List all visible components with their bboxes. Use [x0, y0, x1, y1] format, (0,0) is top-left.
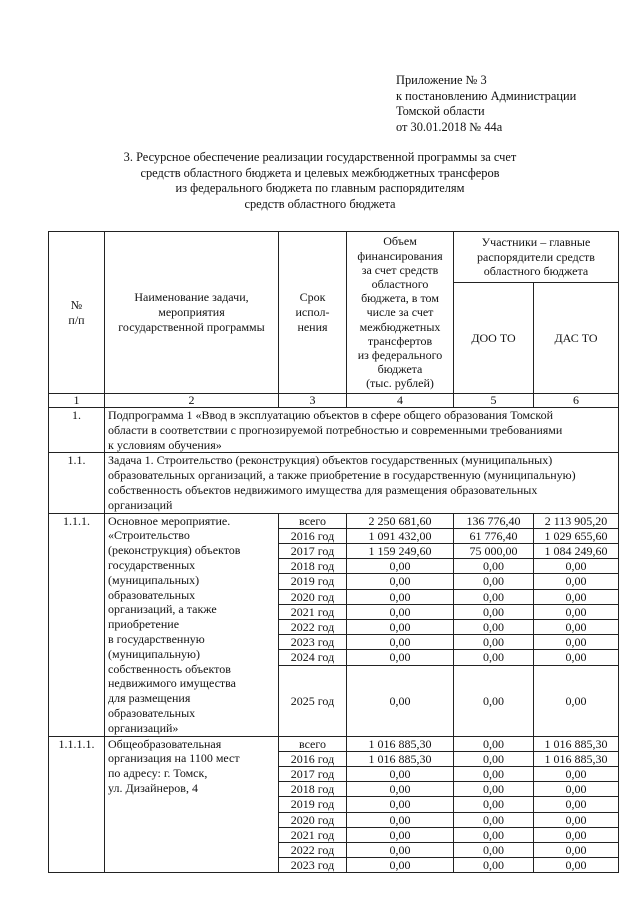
- term-cell: 2018 год: [279, 559, 347, 574]
- column-number: 4: [347, 394, 454, 408]
- subprogram-row-line: к условиям обучения»: [108, 437, 222, 452]
- object-number: 1.1.1.1.: [49, 736, 105, 873]
- document-title: [60, 150, 580, 212]
- subprogram-row-number: 1.: [49, 408, 105, 453]
- measure-description-line: (муниципальную): [108, 646, 200, 661]
- task-row-number: 1.1.: [49, 453, 105, 513]
- column-number: 3: [279, 394, 347, 408]
- total-cell: 0,00: [347, 589, 454, 604]
- term-cell: 2016 год: [279, 528, 347, 543]
- das-cell: 1 029 655,60: [534, 528, 619, 543]
- header-volume-line: Объем: [383, 234, 417, 249]
- total-cell: 1 016 885,30: [347, 736, 454, 751]
- term-cell: 2019 год: [279, 797, 347, 812]
- resource-table: [48, 231, 619, 873]
- das-cell: 0,00: [534, 635, 619, 650]
- term-cell: 2025 год: [279, 665, 347, 736]
- term-cell: 2024 год: [279, 650, 347, 665]
- total-cell: 0,00: [347, 574, 454, 589]
- das-cell: 0,00: [534, 767, 619, 782]
- header-term-line: Срок: [299, 290, 326, 305]
- total-cell: 0,00: [347, 843, 454, 858]
- total-cell: 0,00: [347, 782, 454, 797]
- doo-cell: 61 776,40: [454, 528, 534, 543]
- doo-cell: 0,00: [454, 843, 534, 858]
- header-name: [105, 232, 279, 394]
- term-cell: 2016 год: [279, 751, 347, 766]
- column-number: 6: [534, 394, 619, 408]
- das-cell: 1 084 249,60: [534, 543, 619, 558]
- total-cell: 0,00: [347, 635, 454, 650]
- measure-description-line: недвижимого имущества: [108, 676, 236, 691]
- task-row-text: [105, 453, 619, 513]
- measure-description-line: приобретение: [108, 617, 180, 632]
- header-term-line: испол-: [295, 305, 330, 320]
- task-row: [49, 453, 619, 513]
- header-participants: [454, 232, 619, 283]
- appendix-line: к постановлению Администрации: [396, 88, 577, 103]
- header-volume-line: бюджета, в том: [361, 291, 439, 306]
- measure-description-line: организаций»: [108, 720, 179, 735]
- doo-cell: 0,00: [454, 736, 534, 751]
- measure-description-line: для размещения: [108, 691, 191, 706]
- das-cell: 0,00: [534, 589, 619, 604]
- das-cell: 1 016 885,30: [534, 751, 619, 766]
- measure-description-line: собственность объектов: [108, 661, 231, 676]
- measure-description-line: организаций, а также: [108, 602, 217, 617]
- das-cell: 1 016 885,30: [534, 736, 619, 751]
- appendix-line: Приложение № 3: [396, 73, 487, 87]
- header-volume-line: межбюджетных: [359, 319, 441, 334]
- appendix-block: [396, 73, 576, 135]
- total-cell: 0,00: [347, 858, 454, 873]
- header-term: [279, 232, 347, 394]
- header-num: [49, 232, 105, 394]
- term-cell: 2021 год: [279, 604, 347, 619]
- doo-cell: 0,00: [454, 797, 534, 812]
- doo-cell: 0,00: [454, 650, 534, 665]
- header-volume: [347, 232, 454, 394]
- term-cell: 2021 год: [279, 827, 347, 842]
- appendix-line: от 30.01.2018 № 44а: [396, 119, 503, 134]
- doo-cell: 0,00: [454, 635, 534, 650]
- measure-description-line: государственных: [108, 557, 196, 572]
- term-cell: 2017 год: [279, 767, 347, 782]
- subprogram-row-line: области в соответствии с прогнозируемой потребностью и современными требованиями: [108, 422, 563, 437]
- total-cell: 1 091 432,00: [347, 528, 454, 543]
- header-volume-line: областного: [371, 276, 429, 291]
- title-line: 3. Ресурсное обеспечение реализации государственной программы за счет: [123, 150, 517, 164]
- header-term-line: нения: [297, 319, 328, 334]
- measure-row: [49, 513, 619, 528]
- das-cell: 0,00: [534, 797, 619, 812]
- doo-cell: 0,00: [454, 574, 534, 589]
- total-cell: 0,00: [347, 767, 454, 782]
- header-doo: ДОО ТО: [454, 283, 534, 394]
- das-cell: 0,00: [534, 827, 619, 842]
- appendix-line: Томской области: [396, 104, 485, 119]
- header-num-line: п/п: [68, 312, 85, 327]
- object-description-line: по адресу: г. Томск,: [108, 766, 208, 781]
- das-cell: 0,00: [534, 812, 619, 827]
- term-cell: 2019 год: [279, 574, 347, 589]
- measure-description: [105, 513, 279, 736]
- das-cell: 0,00: [534, 843, 619, 858]
- task-row-line: собственность объектов недвижимого имущества для размещения образовательных: [108, 482, 538, 497]
- header-name-line: мероприятия: [158, 305, 225, 320]
- das-cell: 0,00: [534, 650, 619, 665]
- das-cell: 0,00: [534, 574, 619, 589]
- header-volume-line: числе за счет: [366, 305, 434, 320]
- doo-cell: 0,00: [454, 782, 534, 797]
- doo-cell: 0,00: [454, 767, 534, 782]
- header-row: [49, 232, 619, 283]
- total-cell: 0,00: [347, 827, 454, 842]
- measure-description-line: «Строительство: [108, 528, 190, 543]
- subprogram-row-text: [105, 408, 619, 453]
- header-das: ДАС ТО: [534, 283, 619, 394]
- das-cell: 2 113 905,20: [534, 513, 619, 528]
- doo-cell: 0,00: [454, 604, 534, 619]
- header-participants-line: Участники – главные: [481, 234, 591, 249]
- header-num-line: №: [70, 297, 83, 312]
- term-cell: 2022 год: [279, 620, 347, 635]
- measure-description-line: образовательных: [108, 587, 196, 602]
- doo-cell: 0,00: [454, 559, 534, 574]
- title-line: средств областного бюджета: [244, 196, 396, 211]
- term-cell: 2022 год: [279, 843, 347, 858]
- das-cell: 0,00: [534, 604, 619, 619]
- doo-cell: 0,00: [454, 827, 534, 842]
- term-cell: всего: [279, 513, 347, 528]
- object-row: [49, 736, 619, 751]
- das-cell: 0,00: [534, 858, 619, 873]
- total-cell: 0,00: [347, 665, 454, 736]
- doo-cell: 0,00: [454, 665, 534, 736]
- header-volume-line: трансфертов: [367, 333, 433, 348]
- measure-description-line: (муниципальных): [108, 572, 200, 587]
- column-number: 2: [105, 394, 279, 408]
- doo-cell: 0,00: [454, 751, 534, 766]
- header-participants-line: областного бюджета: [483, 264, 589, 279]
- header-volume-line: финансирования: [357, 248, 443, 263]
- object-description-line: ул. Дизайнеров, 4: [108, 781, 198, 795]
- task-row-line: Задача 1. Строительство (реконструкция) объектов государственных (муниципальных): [108, 453, 553, 468]
- doo-cell: 75 000,00: [454, 543, 534, 558]
- header-name-line: Наименование задачи,: [134, 290, 249, 305]
- term-cell: 2017 год: [279, 543, 347, 558]
- total-cell: 0,00: [347, 559, 454, 574]
- das-cell: 0,00: [534, 665, 619, 736]
- measure-description-line: образовательных: [108, 705, 196, 720]
- column-number-row: [49, 394, 619, 408]
- total-cell: 1 159 249,60: [347, 543, 454, 558]
- doo-cell: 0,00: [454, 858, 534, 873]
- measure-number: 1.1.1.: [49, 513, 105, 736]
- total-cell: 0,00: [347, 620, 454, 635]
- total-cell: 2 250 681,60: [347, 513, 454, 528]
- title-line: из федерального бюджета по главным распорядителям: [175, 181, 465, 196]
- header-volume-line: за счет средств: [361, 262, 439, 277]
- object-description-line: организация на 1100 мест: [108, 751, 240, 766]
- das-cell: 0,00: [534, 782, 619, 797]
- header-volume-line: (тыс. рублей): [366, 376, 434, 391]
- term-cell: 2023 год: [279, 635, 347, 650]
- measure-description-line: (реконструкция) объектов: [108, 543, 241, 558]
- total-cell: 0,00: [347, 797, 454, 812]
- term-cell: 2018 год: [279, 782, 347, 797]
- term-cell: 2020 год: [279, 812, 347, 827]
- task-row-line: образовательных организаций, а также приобретение в государственную (муниципальную): [108, 468, 576, 483]
- object-description: [105, 736, 279, 873]
- total-cell: 0,00: [347, 650, 454, 665]
- doo-cell: 136 776,40: [454, 513, 534, 528]
- title-line: средств областного бюджета и целевых межбюджетных трансферов: [140, 165, 500, 180]
- total-cell: 0,00: [347, 812, 454, 827]
- doo-cell: 0,00: [454, 620, 534, 635]
- header-name-line: государственной программы: [118, 319, 265, 334]
- term-cell: 2023 год: [279, 858, 347, 873]
- measure-description-line: в государственную: [108, 631, 205, 646]
- measure-description-line: Основное мероприятие.: [108, 513, 231, 528]
- term-cell: всего: [279, 736, 347, 751]
- term-cell: 2020 год: [279, 589, 347, 604]
- subprogram-row-line: Подпрограмма 1 «Ввод в эксплуатацию объектов в сфере общего образования Томской: [108, 408, 554, 422]
- header-participants-line: распорядители средств: [477, 249, 595, 264]
- column-number: 1: [49, 394, 105, 408]
- doo-cell: 0,00: [454, 589, 534, 604]
- header-volume-line: из федерального: [357, 348, 443, 362]
- header-volume-line: бюджета: [377, 362, 423, 377]
- subprogram-row: [49, 408, 619, 453]
- object-description-line: Общеобразовательная: [108, 736, 222, 751]
- doo-cell: 0,00: [454, 812, 534, 827]
- total-cell: 1 016 885,30: [347, 751, 454, 766]
- total-cell: 0,00: [347, 604, 454, 619]
- task-row-line: организаций: [108, 497, 173, 512]
- das-cell: 0,00: [534, 559, 619, 574]
- das-cell: 0,00: [534, 620, 619, 635]
- column-number: 5: [454, 394, 534, 408]
